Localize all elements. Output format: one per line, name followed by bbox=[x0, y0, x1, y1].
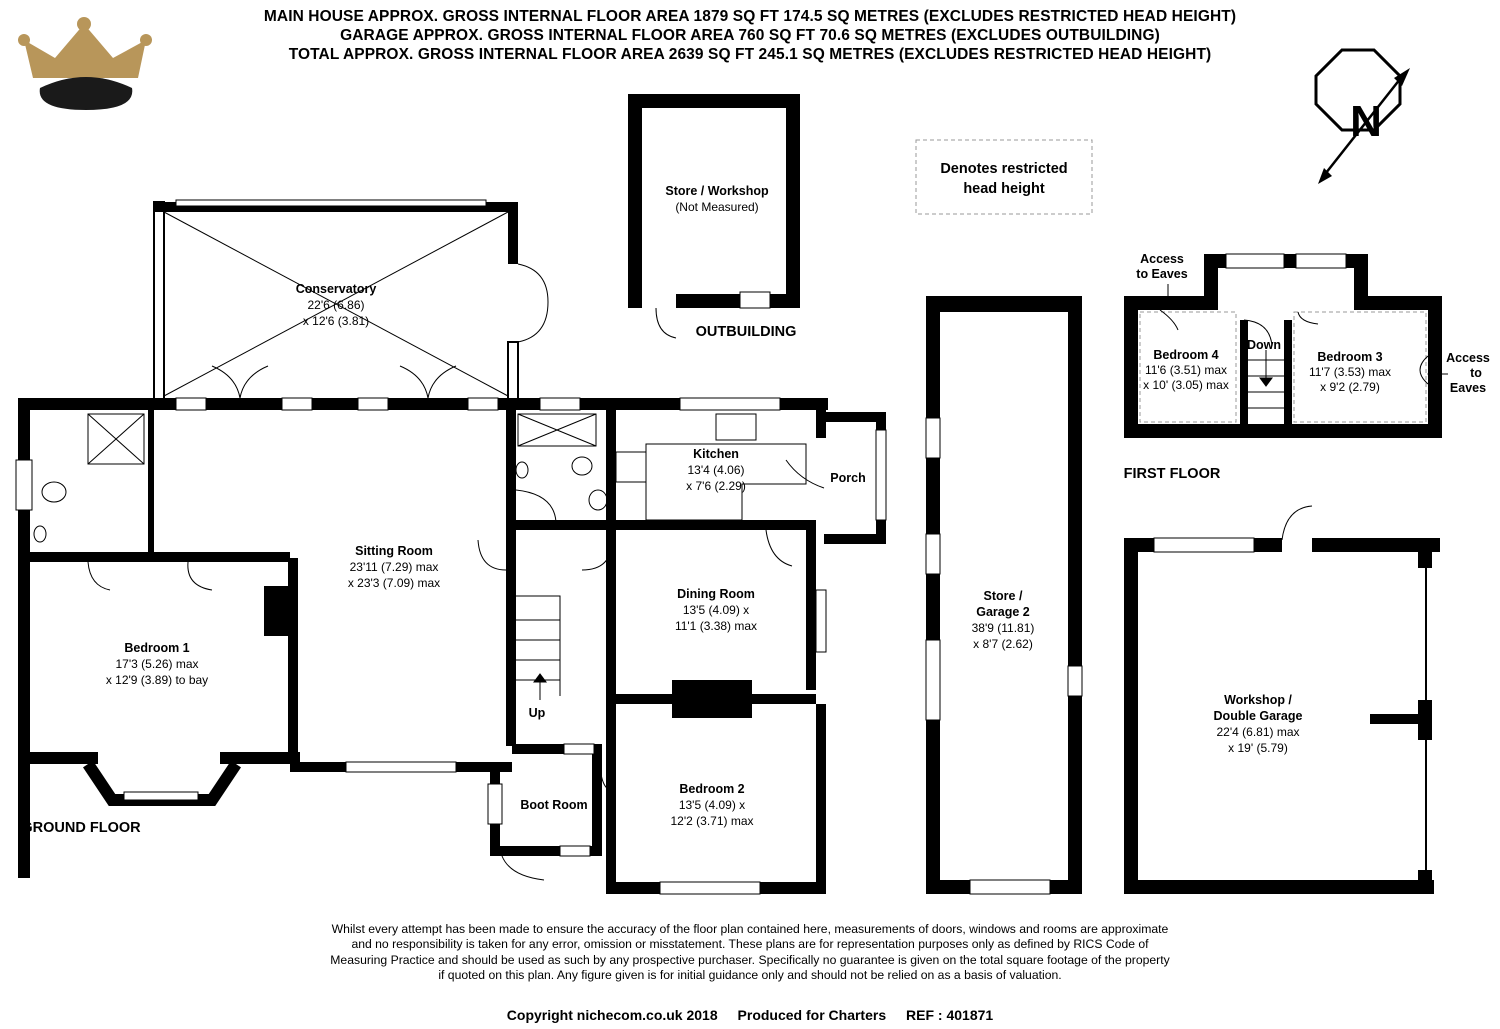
legend-line2: head height bbox=[963, 181, 1045, 197]
bedroom3-dim1: 11'7 (3.53) max bbox=[1308, 365, 1392, 379]
footer bbox=[0, 1007, 1500, 1023]
restricted-height-legend bbox=[916, 140, 1092, 214]
ground-floor-label: GROUND FLOOR bbox=[21, 820, 141, 836]
compass-letter: N bbox=[1350, 97, 1382, 146]
workshop-dim1: 22'4 (6.81) max bbox=[1216, 725, 1300, 739]
conservatory-dim1: 22'6 (6.86) bbox=[307, 298, 365, 312]
access-eaves-left-l2: to Eaves bbox=[1136, 267, 1188, 281]
store-garage2-label1: Store / bbox=[983, 589, 1023, 603]
disclaimer-text: Whilst every attempt has been made to ensure the accuracy of the floor plan contained here, measurements of doors, windows and rooms are approximate and no responsibility is taken for any error, omission or misstatement. These plans are for representation purposes only as defined by RICS Code of Measuring Practice and should be used as such by any prospective purchaser. Specifically no guarantee is given on the total square footage of the property if quoted on this plan. Any figure given is for initial guidance only and should not be relied on as a basis of valuation. bbox=[330, 922, 1170, 983]
reference-text: REF : 401871 bbox=[906, 1007, 994, 1023]
access-eaves-left-l1: Access bbox=[1140, 252, 1184, 266]
access-eaves-right-l3: Eaves bbox=[1449, 381, 1487, 395]
kitchen-dim2: x 7'6 (2.29) bbox=[686, 479, 746, 493]
stairs-down-label: Down bbox=[1246, 338, 1282, 352]
sitting-room-dim2: x 23'3 (7.09) max bbox=[347, 576, 441, 590]
copyright-text: Copyright nichecom.co.uk 2018 bbox=[506, 1007, 718, 1023]
sitting-room-label: Sitting Room bbox=[355, 544, 433, 558]
bedroom3-dim2: x 9'2 (2.79) bbox=[1320, 380, 1380, 394]
workshop-label1: Workshop / bbox=[1224, 693, 1292, 707]
outbuilding-label: OUTBUILDING bbox=[695, 324, 797, 340]
bedroom4-label: Bedroom 4 bbox=[1153, 348, 1219, 362]
dining-room-dim1: 13'5 (4.09) x bbox=[682, 603, 750, 617]
bedroom3-label: Bedroom 3 bbox=[1317, 350, 1383, 364]
store-workshop-label: Store / Workshop bbox=[665, 184, 769, 198]
room-labels bbox=[21, 184, 1490, 836]
workshop-dim2: x 19' (5.79) bbox=[1228, 741, 1288, 755]
store-garage2-label2: Garage 2 bbox=[976, 605, 1030, 619]
store-workshop-dim: (Not Measured) bbox=[675, 200, 759, 214]
crown-logo bbox=[18, 17, 152, 110]
store-garage2-dim2: x 8'7 (2.62) bbox=[973, 637, 1033, 651]
kitchen-label: Kitchen bbox=[693, 447, 739, 461]
boot-room-label: Boot Room bbox=[520, 798, 588, 812]
first-floor-walls bbox=[1124, 254, 1442, 438]
store-garage2-dim1: 38'9 (11.81) bbox=[971, 621, 1035, 635]
sitting-room-dim1: 23'11 (7.29) max bbox=[349, 560, 439, 574]
dining-room-dim2: 11'1 (3.38) max bbox=[674, 619, 758, 633]
produced-for-text: Produced for Charters bbox=[737, 1007, 887, 1023]
area-summary-garage: GARAGE APPROX. GROSS INTERNAL FLOOR AREA 760 SQ FT 70.6 SQ METRES (EXCLUDES OUTBUILDING) bbox=[340, 27, 1160, 44]
access-eaves-right-l1: Access bbox=[1446, 351, 1490, 365]
north-compass-icon bbox=[1316, 50, 1410, 184]
first-floor-label: FIRST FLOOR bbox=[1123, 466, 1221, 482]
bedroom4-dim2: x 10' (3.05) max bbox=[1143, 378, 1229, 392]
bedroom1-label: Bedroom 1 bbox=[124, 641, 190, 655]
conservatory-label: Conservatory bbox=[295, 282, 377, 296]
bedroom2-label: Bedroom 2 bbox=[679, 782, 745, 796]
dining-room-label: Dining Room bbox=[677, 587, 755, 601]
legend-line1: Denotes restricted bbox=[940, 161, 1068, 177]
bedroom2-dim1: 13'5 (4.09) x bbox=[678, 798, 746, 812]
workshop-label2: Double Garage bbox=[1213, 709, 1303, 723]
kitchen-dim1: 13'4 (4.06) bbox=[687, 463, 745, 477]
access-eaves-right-l2: to bbox=[1470, 366, 1482, 380]
outbuilding-walls bbox=[628, 94, 800, 338]
bedroom1-dim1: 17'3 (5.26) max bbox=[115, 657, 199, 671]
stairs-up-label: Up bbox=[528, 706, 546, 720]
bedroom4-dim1: 11'6 (3.51) max bbox=[1144, 363, 1228, 377]
bedroom2-dim2: 12'2 (3.71) max bbox=[670, 814, 754, 828]
area-summary-main: MAIN HOUSE APPROX. GROSS INTERNAL FLOOR AREA 1879 SQ FT 174.5 SQ METRES (EXCLUDES RESTRICTED HEAD HEIGHT) bbox=[263, 8, 1237, 25]
porch-label: Porch bbox=[830, 471, 866, 485]
bedroom1-dim2: x 12'9 (3.89) to bay bbox=[105, 673, 209, 687]
conservatory-dim2: x 12'6 (3.81) bbox=[302, 314, 370, 328]
area-summary-total: TOTAL APPROX. GROSS INTERNAL FLOOR AREA 2639 SQ FT 245.1 SQ METRES (EXCLUDES RESTRICTED HEAD HEIGHT) bbox=[288, 46, 1212, 63]
